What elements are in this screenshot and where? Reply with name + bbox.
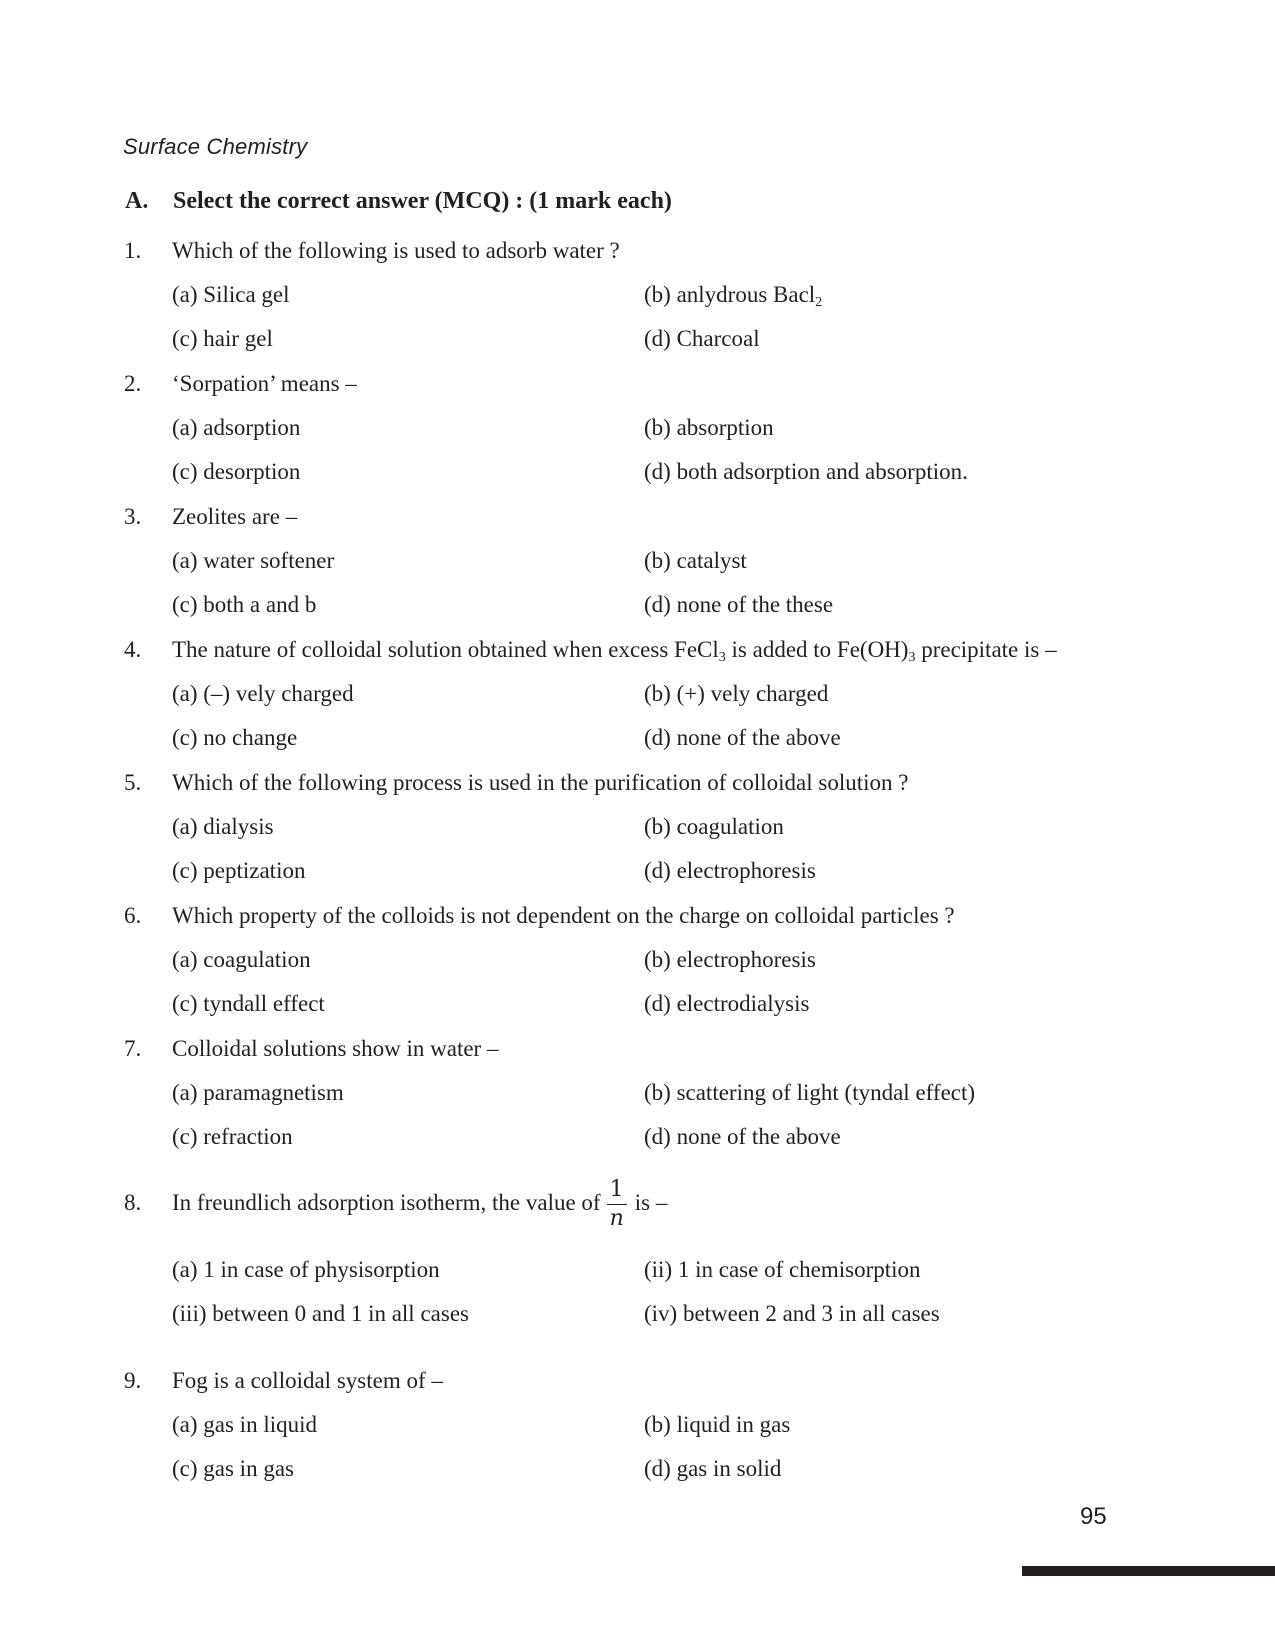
question-line xyxy=(0,894,1275,938)
option-b: (b) absorption xyxy=(644,415,774,440)
question-line xyxy=(0,1027,1275,1071)
option-c: (iii) between 0 and 1 in all cases xyxy=(172,1301,469,1326)
page-number: 95 xyxy=(1080,1503,1107,1530)
option-a: (a) 1 in case of physisorption xyxy=(172,1257,440,1282)
option-d: (d) Charcoal xyxy=(644,326,760,351)
option-row xyxy=(0,450,1275,494)
question-1 xyxy=(0,229,1275,361)
question-text-part: is added to Fe(OH) xyxy=(725,637,909,662)
option-d: (d) none of the these xyxy=(644,592,834,617)
option-b-text: (b) anlydrous Bacl xyxy=(644,282,816,307)
question-line xyxy=(0,495,1275,539)
option-a: (a) dialysis xyxy=(172,814,274,839)
option-row xyxy=(0,849,1275,893)
question-text-part: is – xyxy=(634,1190,668,1215)
fraction-bar xyxy=(607,1204,627,1205)
question-text: Fog is a colloidal system of – xyxy=(172,1368,443,1393)
section-letter: A. xyxy=(125,188,149,214)
option-row xyxy=(0,539,1275,583)
question-8 xyxy=(0,1170,1275,1336)
option-a: (a) paramagnetism xyxy=(172,1080,344,1105)
option-a: (a) water softener xyxy=(172,548,335,573)
question-line xyxy=(0,761,1275,805)
fraction xyxy=(607,1179,627,1230)
question-text: Which of the following process is used in the purification of colloidal solution ? xyxy=(172,770,909,795)
subscript: 3 xyxy=(718,650,726,665)
option-c: (c) desorption xyxy=(172,459,301,484)
question-2 xyxy=(0,362,1275,494)
option-row xyxy=(0,805,1275,849)
fraction-numerator: 1 xyxy=(609,1177,624,1203)
option-d: (iv) between 2 and 3 in all cases xyxy=(644,1301,940,1326)
option-c: (c) tyndall effect xyxy=(172,991,325,1016)
question-3 xyxy=(0,495,1275,627)
option-row xyxy=(0,1292,1275,1336)
question-line xyxy=(0,628,1275,672)
option-row xyxy=(0,583,1275,627)
option-b: (b) catalyst xyxy=(644,548,747,573)
question-text xyxy=(172,1170,667,1236)
option-row xyxy=(0,982,1275,1026)
question-text-part: In freundlich adsorption isotherm, the value of xyxy=(172,1190,601,1215)
question-text: Which property of the colloids is not dependent on the charge on colloidal particles ? xyxy=(172,903,955,928)
option-d: (d) none of the above xyxy=(644,725,841,750)
option-c: (c) refraction xyxy=(172,1124,293,1149)
option-a: (a) adsorption xyxy=(172,415,301,440)
subscript: 3 xyxy=(908,650,916,665)
option-row xyxy=(0,317,1275,361)
option-b: (b) (+) vely charged xyxy=(644,681,829,706)
option-a: (a) gas in liquid xyxy=(172,1412,317,1437)
question-text: Colloidal solutions show in water – xyxy=(172,1036,499,1061)
option-row xyxy=(0,1403,1275,1447)
option-row xyxy=(0,716,1275,760)
footer-bar xyxy=(1022,1566,1275,1576)
option-row xyxy=(0,1248,1275,1292)
question-number: 6. xyxy=(124,903,142,928)
page-header-subject: Surface Chemistry xyxy=(123,134,308,159)
option-c: (c) peptization xyxy=(172,858,306,883)
question-text xyxy=(172,628,1057,672)
option-row xyxy=(0,1071,1275,1115)
option-c: (c) gas in gas xyxy=(172,1456,294,1481)
option-b: (ii) 1 in case of chemisorption xyxy=(644,1257,921,1282)
option-row xyxy=(0,273,1275,317)
option-d: (d) none of the above xyxy=(644,1124,841,1149)
question-7 xyxy=(0,1027,1275,1159)
question-number: 5. xyxy=(124,770,142,795)
question-line xyxy=(0,1359,1275,1403)
option-b xyxy=(644,273,822,317)
option-row xyxy=(0,938,1275,982)
question-number: 8. xyxy=(124,1190,142,1215)
question-number: 7. xyxy=(124,1036,142,1061)
option-b: (b) coagulation xyxy=(644,814,784,839)
question-line xyxy=(0,362,1275,406)
option-a: (a) coagulation xyxy=(172,947,311,972)
option-row xyxy=(0,1115,1275,1159)
question-text-part: The nature of colloidal solution obtained when excess FeCl xyxy=(172,637,719,662)
section-title: Select the correct answer (MCQ) : (1 mark each) xyxy=(173,188,672,214)
question-6 xyxy=(0,894,1275,1026)
question-9 xyxy=(0,1359,1275,1491)
question-line xyxy=(0,1170,1275,1236)
question-text: Zeolites are – xyxy=(172,504,298,529)
option-c: (c) hair gel xyxy=(172,326,273,351)
option-row xyxy=(0,672,1275,716)
question-text: ‘Sorpation’ means – xyxy=(172,371,357,396)
option-d: (d) both adsorption and absorption. xyxy=(644,459,968,484)
option-c: (c) no change xyxy=(172,725,298,750)
question-number: 4. xyxy=(124,637,142,662)
question-5 xyxy=(0,761,1275,893)
section-heading xyxy=(125,188,672,215)
option-c: (c) both a and b xyxy=(172,592,317,617)
subscript: 2 xyxy=(815,295,823,310)
question-text: Which of the following is used to adsorb water ? xyxy=(172,238,620,263)
option-a: (a) Silica gel xyxy=(172,282,290,307)
option-b: (b) liquid in gas xyxy=(644,1412,791,1437)
option-row xyxy=(0,1447,1275,1491)
question-number: 9. xyxy=(124,1368,142,1393)
option-b: (b) electrophoresis xyxy=(644,947,816,972)
option-d: (d) gas in solid xyxy=(644,1456,782,1481)
fraction-denominator: n xyxy=(609,1206,624,1232)
question-text-part: precipitate is – xyxy=(915,637,1057,662)
option-d: (d) electrodialysis xyxy=(644,991,810,1016)
option-b: (b) scattering of light (tyndal effect) xyxy=(644,1080,976,1105)
question-line xyxy=(0,229,1275,273)
question-number: 2. xyxy=(124,371,142,396)
question-number: 1. xyxy=(124,238,142,263)
option-row xyxy=(0,406,1275,450)
question-number: 3. xyxy=(124,504,142,529)
option-a: (a) (–) vely charged xyxy=(172,681,354,706)
question-4 xyxy=(0,628,1275,760)
option-d: (d) electrophoresis xyxy=(644,858,816,883)
